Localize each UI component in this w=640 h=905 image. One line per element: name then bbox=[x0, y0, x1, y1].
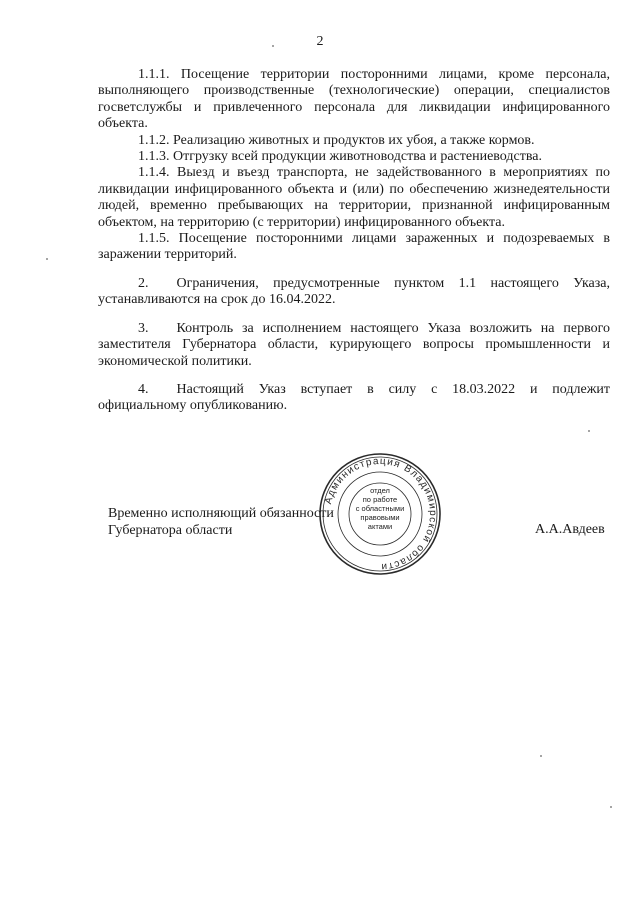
paragraph-4: 4. Настоящий Указ вступает в силу с 18.03.2022 и подлежит официальному опубликованию. bbox=[98, 381, 610, 414]
signatory-title-line-1: Временно исполняющий обязанности bbox=[108, 506, 334, 521]
seal-center-line-3: с областными bbox=[355, 504, 405, 513]
paragraph-1-1-2: 1.1.2. Реализацию животных и продуктов их убоя, а также кормов. bbox=[138, 132, 535, 148]
scan-speck bbox=[540, 755, 542, 757]
seal-center-line-2: по работе bbox=[362, 495, 398, 504]
scan-speck bbox=[46, 258, 48, 260]
paragraph-1-1-5: 1.1.5. Посещение посторонними лицами зараженных и подозреваемых в заражении территорий. bbox=[98, 231, 610, 263]
signatory-title bbox=[108, 505, 334, 539]
seal-center-line-4: правовыми bbox=[360, 513, 400, 522]
scan-speck bbox=[610, 806, 612, 808]
seal-center-text bbox=[346, 486, 414, 531]
paragraph-1-1-1: 1.1.1. Посещение территории посторонними лицами, кроме персонала, выполняющего производственные (технологические) операции, специалистов госветслужбы и привлеченного персонала для ликвидации инфицированного объекта. bbox=[98, 67, 610, 132]
document-body bbox=[98, 67, 610, 415]
seal-center-line-1: отдел bbox=[370, 486, 390, 495]
paragraph-2: 2. Ограничения, предусмотренные пунктом 1.1 настоящего Указа, устанавливаются на срок до 16.04.2022. bbox=[98, 275, 610, 308]
paragraph-3: 3. Контроль за исполнением настоящего Указа возложить на первого заместителя Губернатора области, курирующего вопросы промышленности и экономической политики. bbox=[98, 320, 610, 369]
seal-center-line-5: актами bbox=[367, 522, 393, 531]
signatory-name: А.А.Авдеев bbox=[535, 522, 605, 537]
paragraph-1-1-4: 1.1.4. Выезд и въезд транспорта, не задействованного в мероприятиях по ликвидации инфицированного объекта и (или) по обеспечению жизнедеятельности людей, временно пребывающих на территории, признанной инфицированным объектом, на территорию (с территории) инфицированного объекта. bbox=[98, 165, 610, 230]
signatory-title-line-2: Губернатора области bbox=[108, 523, 233, 538]
seal-outer-text: Администрация Владимирской области bbox=[323, 455, 439, 573]
scan-speck bbox=[272, 45, 274, 47]
paragraph-1-1-3: 1.1.3. Отгрузку всей продукции животноводства и растениеводства. bbox=[138, 149, 542, 165]
page-number: 2 bbox=[316, 34, 324, 49]
scan-speck bbox=[588, 430, 590, 432]
